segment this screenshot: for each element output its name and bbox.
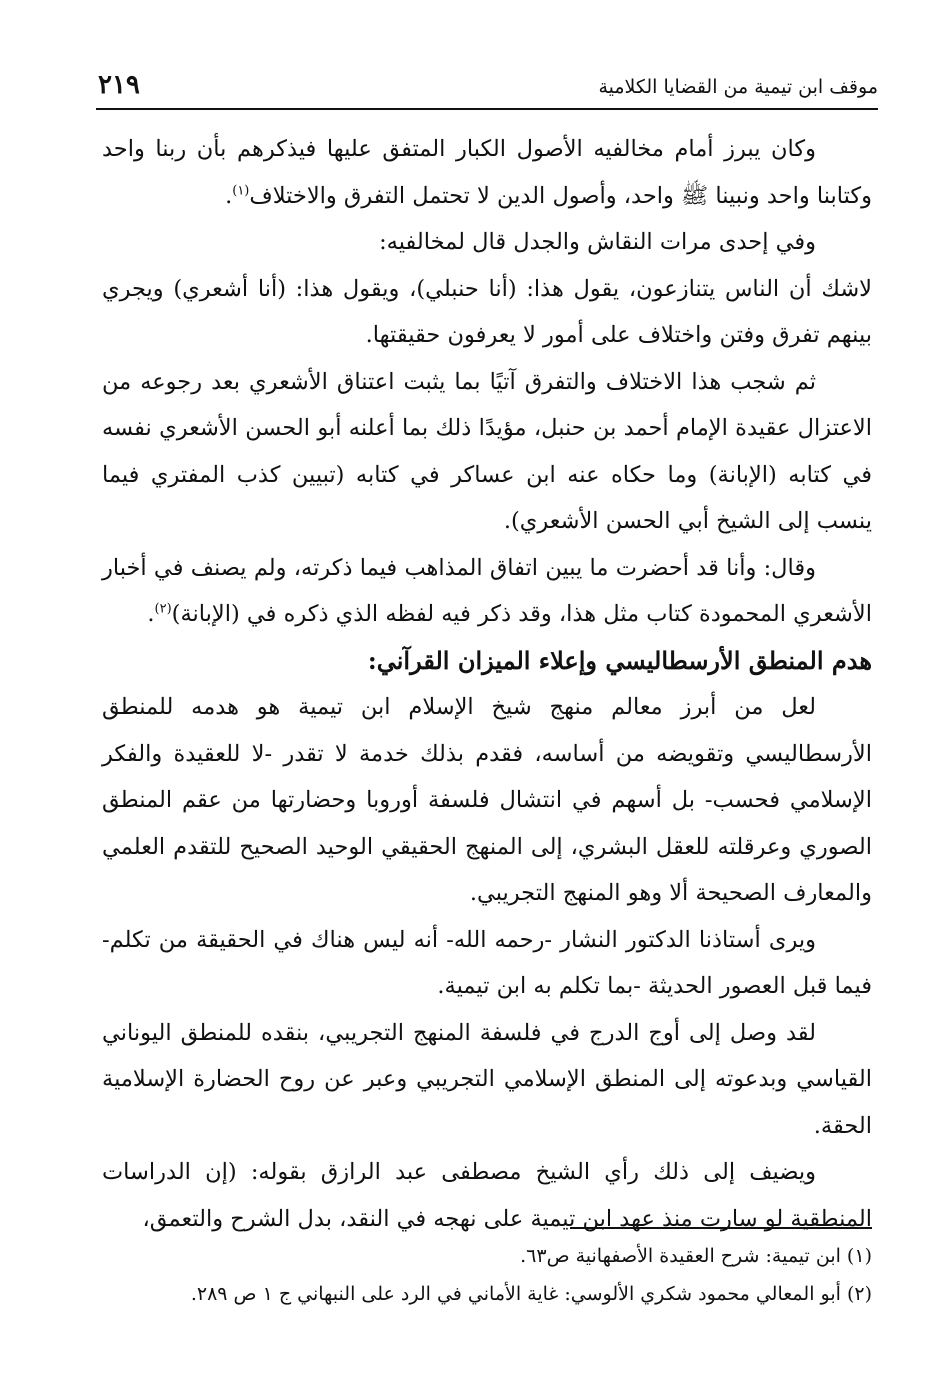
quote-paragraph: لاشك أن الناس يتنازعون، يقول هذا: (أنا حنبلي)، ويقول هذا: (أنا أشعري) ويجري بينهم تفرق وفتن واختلاف على أمور لا يعرفون حقيقتها.	[102, 275, 872, 348]
footnote: (٢) أبو المعالي محمود شكري الألوسي: غاية الأماني في الرد على النبهاني ج ١ ص ٢٨٩.	[190, 1283, 872, 1305]
paragraph	[102, 545, 872, 638]
paragraph: وفي إحدى مرات النقاش والجدل قال لمخالفيه:	[379, 229, 816, 255]
paragraph-end: .	[147, 601, 155, 627]
paragraph: ثم شجب هذا الاختلاف والتفرق آتيًا بما يثبت اعتناق الأشعري بعد رجوعه من الاعتزال عقيدة الإمام أحمد بن حنبل، مؤيدًا ذلك بما أعلنه أبو الحسن الأشعري نفسه في كتابه (الإبانة) وما حكاه عنه ابن عساكر في كتابه (تبيين كذب المفتري فيما ينسب إلى الشيخ أبي الحسن الأشعري).	[102, 368, 872, 534]
main-text	[102, 126, 872, 1242]
running-title: موقف ابن تيمية من القضايا الكلامية	[598, 76, 878, 98]
paragraph-end: .	[225, 182, 233, 209]
footnote-ref: (١)	[232, 183, 250, 198]
section-title: هدم المنطق الأرسطاليسي وإعلاء الميزان القرآني:	[367, 645, 872, 675]
paragraph-text: وكان يبرز أمام مخالفيه الأصول الكبار المتفق عليها فيذكرهم بأن ربنا واحد وكتابنا واحد ونبينا ﷺ واحد، وأصول الدين لا تحتمل التفرق والاختلاف	[102, 136, 872, 209]
paragraph: لعل من أبرز معالم منهج شيخ الإسلام ابن تيمية هو هدمه للمنطق الأرسطاليسي وتقويضه من أساسه، فقدم بذلك خدمة لا تقدر -لا للعقيدة والفكر الإسلامي فحسب- بل أسهم في انتشال فلسفة أوروبا وحضارتها من عقم المنطق الصوري وعرقلته للعقل البشري، إلى المنهج الحقيقي الوحيد الصحيح للتقدم العلمي والمعارف الصحيحة ألا وهو المنهج التجريبي.	[102, 694, 872, 906]
page-header	[96, 70, 878, 110]
footnote-ref: (٢)	[154, 601, 172, 617]
footnotes	[102, 1237, 872, 1313]
paragraph: ويرى أستاذنا الدكتور النشار -رحمه الله- أنه ليس هناك في الحقيقة من تكلم- فيما قبل العصور الحديثة -بما تكلم به ابن تيمية.	[102, 926, 872, 999]
paragraph-text: وقال: وأنا قد أحضرت ما يبين اتفاق المذاهب فيما ذكرته، ولم يصنف في أخبار الأشعري المحمودة كتاب مثل هذا، وقد ذكر فيه لفظه الذي ذكره في (الإبانة)	[102, 554, 872, 627]
paragraph	[102, 126, 872, 219]
page-number: ٢١٩	[98, 70, 140, 100]
footnote-divider	[570, 1227, 872, 1229]
paragraph: لقد وصل إلى أوج الدرج في فلسفة المنهج التجريبي، بنقده للمنطق اليوناني القياسي وبدعوته إلى المنطق الإسلامي التجريبي وعبر عن روح الحضارة الإسلامية الحقة.	[102, 1019, 872, 1139]
paragraph: ويضيف إلى ذلك رأي الشيخ مصطفى عبد الرازق بقوله: (إن الدراسات المنطقية لو سارت منذ عهد ابن تيمية على نهجه في النقد، بدل الشرح والتعمق،	[102, 1159, 872, 1232]
footnote: (١) ابن تيمية: شرح العقيدة الأصفهانية ص٦٣.	[520, 1245, 872, 1267]
